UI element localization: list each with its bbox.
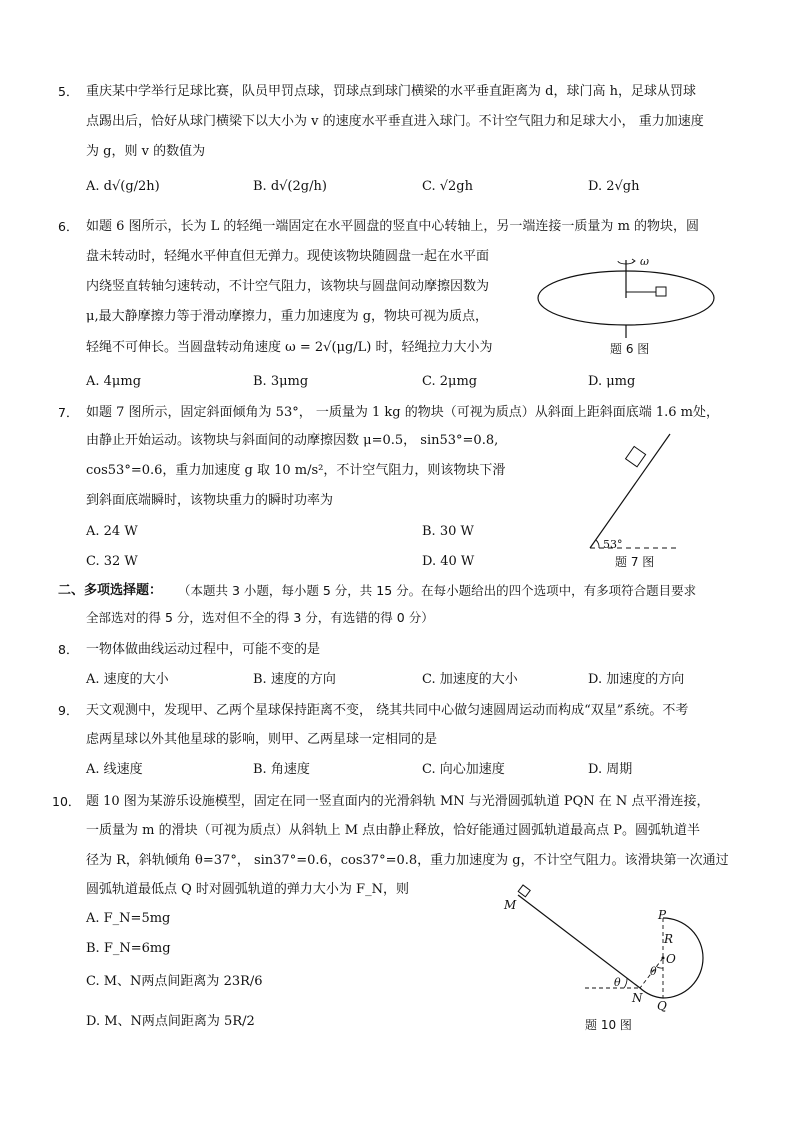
- q8-stem: 一物体做曲线运动过程中，可能不变的是: [86, 642, 321, 657]
- q10-label-theta-circle: θ: [650, 965, 657, 978]
- q6-stem-line3: 内绕竖直转轴匀速转动，不计空气阻力，该物块与圆盘间动摩擦因数为: [86, 279, 490, 294]
- q6-stem-line2: 盘未转动时，轻绳水平伸直但无弹力。现使该物块随圆盘一起在水平面: [86, 249, 490, 264]
- q7-stem-line2: 由静止开始运动。该物块与斜面间的动摩擦因数 μ=0.5， sin53°=0.8,: [86, 433, 499, 448]
- q10-stem-line1: 题 10 图为某游乐设施模型，固定在同一竖直面内的光滑斜轨 MN 与光滑圆弧轨道 PQN 在 N 点平滑连接，: [86, 794, 710, 809]
- q6-option-a[interactable]: A. 4μmg: [86, 374, 142, 389]
- q5-option-c[interactable]: C. √2gh: [422, 179, 473, 194]
- q8-option-c[interactable]: C. 加速度的大小: [422, 672, 518, 687]
- q9-option-d[interactable]: D. 周期: [588, 762, 633, 777]
- q10-label-n: N: [632, 991, 643, 1005]
- q7-angle-label: 53°: [603, 538, 623, 551]
- q9-stem-line2: 虑两星球以外其他星球的影响，则甲、乙两星球一定相同的是: [86, 732, 438, 747]
- q10-option-c[interactable]: C. M、N两点间距离为 23R/6: [86, 974, 263, 989]
- q10-stem-line4: 圆弧轨道最低点 Q 时对圆弧轨道的弹力大小为 F_N，则: [86, 882, 409, 897]
- q10-label-r: R: [664, 932, 674, 946]
- q7-option-b[interactable]: B. 30 W: [422, 524, 474, 539]
- q10-label-o: O: [666, 952, 676, 966]
- q5-option-d[interactable]: D. 2√gh: [588, 179, 640, 194]
- section-2-desc-line1: （本题共 3 小题，每小题 5 分，共 15 分。在每小题给出的四个选项中，有多项符合题目要求: [178, 583, 697, 598]
- section-2-desc-line2: 全部选对的得 5 分，选对但不全的得 3 分，有选错的得 0 分）: [86, 610, 434, 625]
- q10-option-b[interactable]: B. F_N=6mg: [86, 941, 171, 956]
- q10-option-a[interactable]: A. F_N=5mg: [86, 911, 171, 926]
- q5-option-b[interactable]: B. d√(2g/h): [253, 179, 327, 194]
- q7-option-c[interactable]: C. 32 W: [86, 554, 138, 569]
- q10-figure-track: [500, 880, 710, 1020]
- q8-option-b[interactable]: B. 速度的方向: [253, 672, 336, 687]
- q5-stem-line2: 点踢出后，恰好从球门横梁下以大小为 v 的速度水平垂直进入球门。不计空气阻力和足球大小， 重力加速度: [86, 114, 704, 129]
- q7-option-d[interactable]: D. 40 W: [422, 554, 475, 569]
- q9-option-c[interactable]: C. 向心加速度: [422, 762, 505, 777]
- q10-label-q: Q: [657, 999, 667, 1013]
- q7-number: 7．: [58, 405, 79, 420]
- q7-stem-line3: cos53°=0.6，重力加速度 g 取 10 m/s²，不计空气阻力，则该物块下滑: [86, 463, 506, 478]
- section-2-title: 二、多项选择题：: [58, 583, 163, 598]
- q9-option-a[interactable]: A. 线速度: [86, 762, 143, 777]
- q7-stem-line1: 如题 7 图所示，固定斜面倾角为 53°， 一质量为 1 kg 的物块（可视为质点）从斜面上距斜面底端 1.6 m处，: [86, 405, 719, 420]
- q9-option-b[interactable]: B. 角速度: [253, 762, 310, 777]
- q10-number: 10．: [52, 794, 81, 809]
- q7-figure-caption: 题 7 图: [615, 555, 655, 569]
- q8-option-d[interactable]: D. 加速度的方向: [588, 672, 685, 687]
- q7-option-a[interactable]: A. 24 W: [86, 524, 138, 539]
- q6-stem-line4: μ,最大静摩擦力等于滑动摩擦力，重力加速度为 g，物块可视为质点，: [86, 309, 489, 324]
- q10-label-m: M: [504, 898, 517, 912]
- q7-stem-line4: 到斜面底端瞬时，该物块重力的瞬时功率为: [86, 493, 334, 508]
- q9-number: 9．: [58, 703, 79, 718]
- q10-option-d[interactable]: D. M、N两点间距离为 5R/2: [86, 1014, 255, 1029]
- q10-stem-line3: 径为 R，斜轨倾角 θ=37°， sin37°=0.6，cos37°=0.8，重力加速度为 g，不计空气阻力。该滑块第一次通过: [86, 853, 729, 868]
- q5-stem-line3: 为 g，则 v 的数值为: [86, 144, 206, 159]
- q6-number: 6．: [58, 219, 79, 234]
- q6-stem-line1: 如题 6 图所示，长为 L 的轻绳一端固定在水平圆盘的竖直中心转轴上，另一端连接一质量为 m 的物块，圆: [86, 219, 700, 234]
- q5-stem-line1: 重庆某中学举行足球比赛，队员甲罚点球，罚球点到球门横梁的水平垂直距离为 d，球门高 h，足球从罚球: [86, 84, 696, 99]
- q10-label-theta-incline: θ: [614, 976, 621, 989]
- q9-stem-line1: 天文观测中，发现甲、乙两个星球保持距离不变， 绕其共同中心做匀速圆周运动而构成“双星”系统。不考: [86, 703, 689, 718]
- q5-option-a[interactable]: A. d√(g/2h): [86, 179, 160, 194]
- q6-option-b[interactable]: B. 3μmg: [253, 374, 309, 389]
- q7-figure-incline: [585, 430, 695, 552]
- q10-figure-caption: 题 10 图: [585, 1018, 632, 1032]
- q5-number: 5．: [58, 84, 79, 99]
- q6-figure-disk: [536, 250, 716, 340]
- q6-option-c[interactable]: C. 2μmg: [422, 374, 478, 389]
- q6-option-d[interactable]: D. μmg: [588, 374, 636, 389]
- q6-omega-label: ω: [640, 255, 649, 268]
- q10-stem-line2: 一质量为 m 的滑块（可视为质点）从斜轨上 M 点由静止释放，恰好能通过圆弧轨道最高点 P。圆弧轨道半: [86, 823, 701, 838]
- q6-stem-line5: 轻绳不可伸长。当圆盘转动角速度 ω = 2√(μg/L) 时，轻绳拉力大小为: [86, 340, 493, 355]
- q8-option-a[interactable]: A. 速度的大小: [86, 672, 169, 687]
- q6-figure-caption: 题 6 图: [610, 342, 650, 356]
- q8-number: 8．: [58, 642, 79, 657]
- q10-label-p: P: [658, 908, 667, 922]
